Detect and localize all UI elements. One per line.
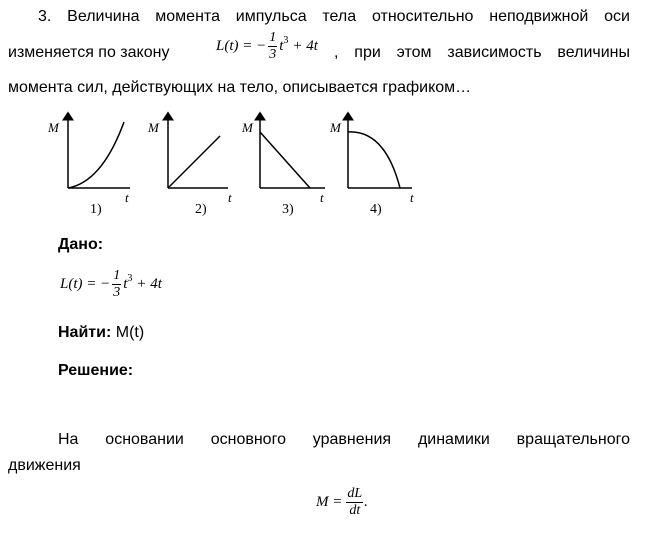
- solution-heading: Решение:: [58, 362, 134, 379]
- given-fraction: [112, 268, 121, 301]
- find-heading: Найти:: [58, 324, 112, 341]
- given-heading: Дано:: [58, 236, 104, 253]
- law-lhs: L(t) = −: [216, 38, 267, 54]
- graph-2: [168, 116, 228, 188]
- law-fraction: [268, 30, 277, 63]
- graph-3-line: [260, 132, 310, 188]
- graph-1-xlabel: t: [125, 190, 129, 205]
- solution-lhs: M =: [316, 494, 343, 510]
- given-t: t: [123, 276, 128, 292]
- find-value: M(t): [115, 324, 145, 341]
- find-line: [58, 324, 144, 342]
- graph-3-xlabel: t: [320, 190, 324, 205]
- solution-formula: [316, 486, 368, 519]
- graph-1: [68, 116, 130, 188]
- solution-para-line-1: На основании основного уравнения динамики вращательного: [58, 431, 630, 448]
- graph-4-ylabel: M: [330, 120, 341, 135]
- given-tail: + 4t: [136, 276, 162, 292]
- graph-3-ylabel: M: [242, 120, 253, 135]
- law-pow: 3: [283, 35, 289, 46]
- graph-4-xlabel: t: [410, 190, 414, 205]
- solution-num: dL: [347, 486, 363, 501]
- graph-2-ylabel: M: [148, 120, 159, 135]
- graph-4: [348, 116, 412, 188]
- solution-tail: .: [364, 494, 368, 510]
- law-num: 1: [269, 30, 277, 45]
- solution-den: dt: [349, 503, 361, 518]
- graph-4-curve: [348, 132, 400, 188]
- given-den: 3: [113, 285, 121, 300]
- solution-fraction: [346, 486, 363, 519]
- graph-1-curve: [68, 122, 124, 188]
- graph-3: [260, 116, 325, 188]
- law-tail: + 4t: [292, 38, 318, 54]
- graph-2-line: [168, 136, 220, 188]
- problem-line-1: 3. Величина момента импульса тела относительно неподвижной оси: [38, 8, 630, 25]
- law-t: t: [279, 38, 284, 54]
- graph-2-xlabel: t: [228, 190, 232, 205]
- graph-1-number: 1): [90, 202, 102, 217]
- law-den: 3: [269, 47, 277, 62]
- given-num: 1: [113, 268, 121, 283]
- problem-line-3: момента сил, действующих на тело, описывается графиком…: [8, 79, 472, 96]
- given-lhs: L(t) = −: [60, 276, 111, 292]
- problem-line-2-start: изменяется по закону: [8, 44, 170, 61]
- graph-3-number: 3): [282, 202, 294, 217]
- given-formula: [60, 268, 162, 301]
- problem-line-2-end: , при этом зависимость величины: [334, 44, 630, 61]
- given-pow: 3: [127, 273, 133, 284]
- solution-para-line-2: движения: [8, 457, 81, 474]
- law-formula: [216, 30, 318, 63]
- graph-1-ylabel: M: [48, 120, 59, 135]
- graph-4-number: 4): [370, 202, 382, 217]
- graph-2-number: 2): [195, 202, 207, 217]
